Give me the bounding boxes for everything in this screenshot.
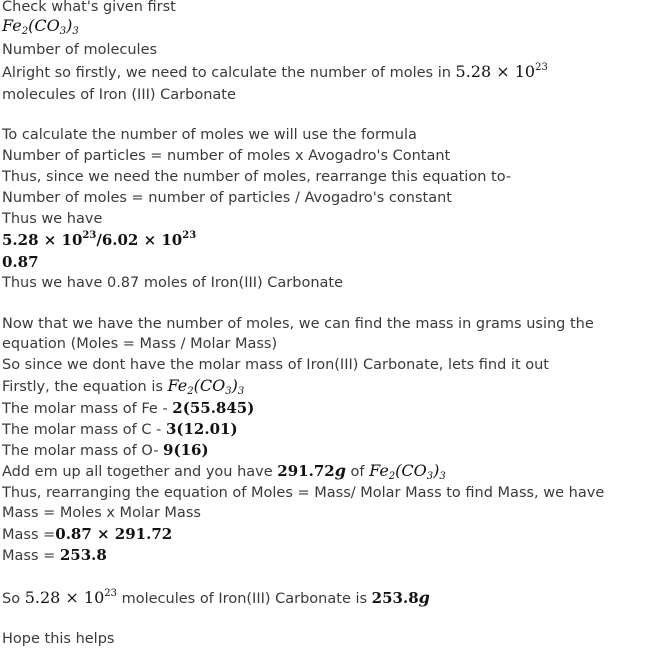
formula-fe2co33: $Fe_2(CO_3)_3$	[167, 376, 245, 397]
math-value: 253.8	[59, 546, 107, 564]
text-line	[2, 441, 209, 460]
text-line	[2, 0, 176, 16]
text-line	[2, 274, 343, 292]
math-value: 291.72g	[277, 461, 346, 480]
text: Now that we have the number of moles, we can find the mass in grams using the	[2, 316, 594, 332]
text: Mass = Moles x Molar Mass	[2, 505, 201, 521]
text: Thus we have 0.87 moles of Iron(III) Carbonate	[2, 275, 344, 291]
text-line	[2, 86, 236, 104]
text-line	[2, 41, 157, 59]
text-line	[2, 462, 446, 481]
text-line	[2, 589, 430, 608]
text-line	[2, 525, 172, 544]
text-line	[2, 420, 238, 439]
math-number: $5.28 \times 10^{23}$	[455, 62, 548, 81]
text: Number of molecules	[2, 42, 158, 58]
text: of	[350, 464, 365, 480]
math-value: 3(12.01)	[165, 420, 238, 438]
text-line	[2, 147, 450, 165]
text: Alright so firstly, we need to calculate the number of moles in	[2, 65, 451, 81]
text-line	[2, 356, 549, 374]
text: To calculate the number of moles we will use the formula	[2, 127, 417, 143]
text-line	[2, 399, 254, 418]
text: molecules of Iron(III) Carbonate is	[121, 591, 368, 607]
text-line	[2, 546, 107, 565]
text-line	[2, 168, 511, 186]
text-line	[2, 315, 594, 333]
formula-fe2co33: $Fe_2(CO_3)_3$	[2, 16, 79, 37]
text-line	[2, 504, 201, 522]
text-line	[2, 189, 452, 207]
math-number: $5.28 \times 10^{23}$	[24, 588, 117, 607]
text-line	[2, 126, 417, 144]
text: Mass =	[2, 527, 56, 543]
text-line	[2, 335, 277, 353]
text: Firstly, the equation is	[2, 379, 163, 395]
math-value: 2(55.845)	[172, 399, 255, 417]
text: Thus, since we need the number of moles, rearrange this equation to-	[2, 169, 512, 185]
text: Thus we have	[2, 211, 103, 227]
math-line	[2, 231, 196, 250]
math-result: 0.87	[2, 253, 39, 271]
text: The molar mass of C -	[2, 422, 162, 438]
math-value: 253.8g	[371, 588, 430, 607]
math-line	[2, 253, 39, 272]
math-value: 9(16)	[163, 441, 209, 459]
text: The molar mass of Fe -	[2, 401, 168, 417]
text: So	[2, 591, 21, 607]
text: Hope this helps	[2, 631, 115, 647]
text-line	[2, 63, 548, 82]
text-line	[2, 630, 114, 648]
formula-fe2co33: $Fe_2(CO_3)_3$	[369, 461, 446, 482]
text-line	[2, 484, 604, 502]
text: Mass =	[2, 548, 56, 564]
math-value: 0.87 × 291.72	[55, 525, 173, 543]
text-line	[2, 210, 102, 228]
text: Add em up all together and you have	[2, 464, 273, 480]
text: molecules of Iron (III) Carbonate	[2, 87, 236, 103]
text-line	[2, 377, 244, 396]
text: The molar mass of O-	[2, 443, 159, 459]
text: equation (Moles = Mass / Molar Mass)	[2, 336, 278, 352]
math-division: $5.28 \times 10^{23}/6.02 \times 10^{23}$	[2, 230, 197, 249]
text: So since we dont have the molar mass of Iron(III) Carbonate, lets find it out	[2, 357, 549, 373]
text: Number of moles = number of particles / Avogadro's constant	[2, 190, 452, 206]
text: Thus, rearranging the equation of Moles = Mass/ Molar Mass to find Mass, we have	[2, 485, 605, 501]
text: Number of particles = number of moles x Avogadro's Contant	[2, 148, 451, 164]
text: Check what's given first	[2, 0, 176, 15]
formula-line	[2, 17, 79, 36]
